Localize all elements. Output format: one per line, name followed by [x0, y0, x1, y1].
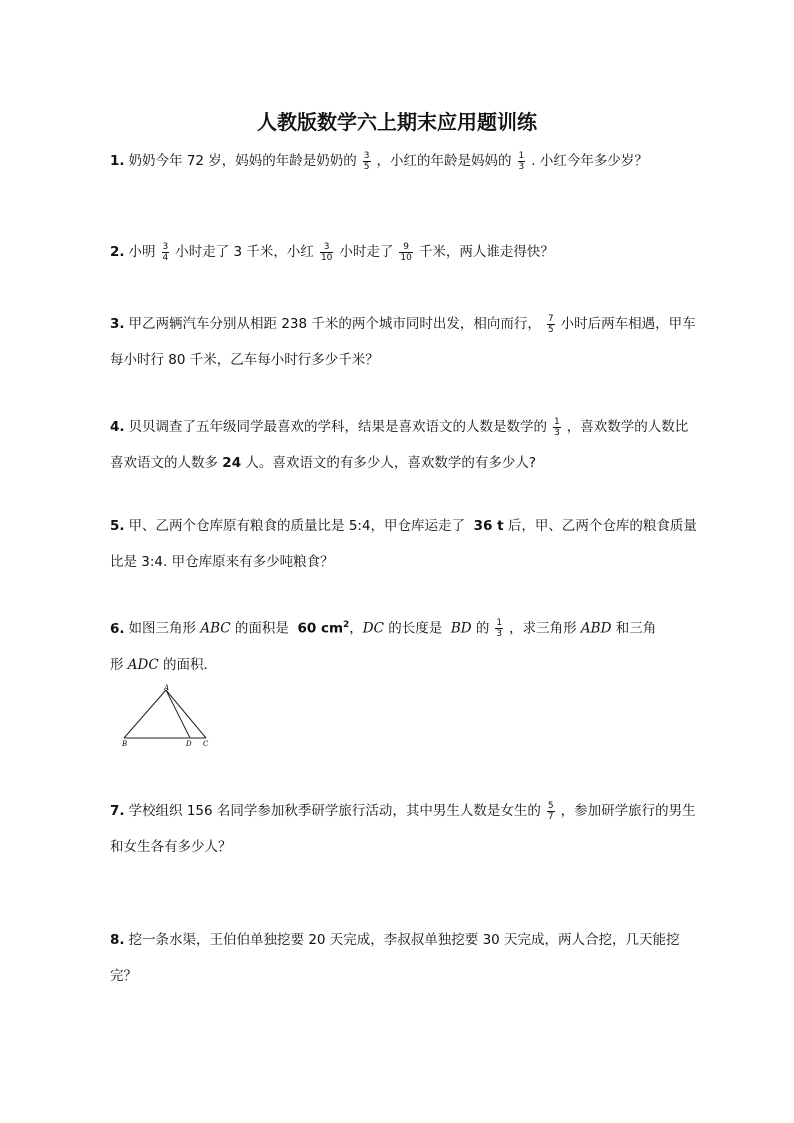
question-number: 4.: [110, 419, 125, 435]
question-text: 和三角形: [110, 620, 657, 673]
quantity: 36 t: [473, 518, 504, 534]
side-ab: [124, 690, 166, 738]
math-var: ABD: [580, 620, 612, 637]
question-text: 甲乙两辆汽车分别从相距 238 千米的两个城市同时出发，相向而行，: [128, 316, 541, 332]
fraction: $\frac{3}{5}$: [363, 150, 370, 172]
math-var: ADC: [127, 656, 159, 673]
question-text: 的面积是: [234, 620, 289, 637]
question-number: 7.: [110, 803, 125, 819]
question-text: 小时后两车相遇，甲车每小时行 80 千米，乙车每小时行多少千米？: [110, 316, 696, 368]
question-text: 的面积．: [163, 656, 217, 673]
question-6: [110, 607, 700, 683]
question-text: 的: [475, 620, 490, 637]
question-2: [110, 234, 700, 270]
question-text: 学校组织 156 名同学参加秋季研学旅行活动，其中男生人数是女生的: [128, 803, 541, 819]
question-text: 的长度是: [388, 620, 443, 637]
fraction: $\frac{1}{3}$: [496, 618, 503, 639]
fraction: $\frac{3}{4}$: [162, 241, 169, 263]
label-b: B: [122, 740, 128, 748]
question-1: [110, 143, 700, 179]
question-text: 贝贝调查了五年级同学最喜欢的学科，结果是喜欢语文的人数是数学的: [128, 419, 548, 435]
label-a: A: [164, 684, 170, 692]
question-text: ，: [349, 620, 363, 637]
quantity: 60 cm: [297, 620, 344, 637]
fraction: $\frac{9}{10}$: [400, 241, 412, 263]
question-text: 千米，两人谁走得快？: [418, 244, 554, 260]
number: 24: [222, 455, 242, 471]
question-text: 甲、乙两个仓库原有粮食的质量比是 5:4，甲仓库运走了: [128, 518, 466, 534]
triangle-figure: [118, 684, 218, 748]
question-text: 小时走了 3 千米，小红: [175, 244, 314, 260]
question-3: [110, 306, 700, 378]
question-8: [110, 922, 700, 994]
fraction: $\frac{1}{3}$: [554, 416, 560, 438]
math-var: DC: [362, 620, 384, 637]
question-number: 2.: [110, 244, 125, 260]
superscript: 2: [343, 620, 350, 630]
math-var: BD: [450, 620, 472, 637]
question-text: 后，甲、乙两个仓库的粮食质量比是 3:4. 甲仓库原来有多少吨粮食？: [110, 518, 697, 570]
question-text: ，参加研学旅行的男生和女生各有多少人？: [110, 803, 696, 855]
question-text: 小明: [128, 244, 156, 260]
question-text: 如图三角形: [128, 620, 197, 637]
question-text: . 小红今年多少岁？: [531, 153, 648, 169]
label-d: D: [186, 740, 192, 748]
fraction: $\frac{1}{3}$: [518, 150, 525, 172]
question-text: 挖一条水渠，王伯伯单独挖要 20 天完成，李叔叔单独挖要 30 天完成，两人合挖，几天能挖完？: [110, 932, 680, 984]
question-number: 6.: [110, 620, 125, 637]
question-number: 5.: [110, 518, 125, 534]
question-text: ，喜欢数学的人数比喜欢语文的人数多: [110, 419, 689, 471]
math-var: ABC: [200, 620, 231, 637]
question-text: ，小红的年龄是妈妈的: [376, 153, 512, 169]
question-number: 1.: [110, 153, 125, 169]
question-number: 8.: [110, 932, 125, 948]
question-text: ，求三角形: [509, 620, 577, 637]
question-text: 奶奶今年 72 岁，妈妈的年龄是奶奶的: [128, 153, 357, 169]
question-4: [110, 409, 700, 481]
question-text: 小时走了: [339, 244, 394, 260]
fraction: $\frac{3}{10}$: [320, 241, 333, 263]
fraction: $\frac{5}{7}$: [547, 800, 554, 822]
page-title: 人教版数学六上期末应用题训练: [257, 110, 537, 134]
question-text: 人。喜欢语文的有多少人，喜欢数学的有多少人?: [245, 455, 537, 471]
question-number: 3.: [110, 316, 125, 332]
question-5: [110, 508, 700, 580]
fraction: $\frac{7}{5}$: [547, 313, 554, 335]
label-c: C: [203, 740, 209, 748]
question-7: [110, 793, 700, 865]
